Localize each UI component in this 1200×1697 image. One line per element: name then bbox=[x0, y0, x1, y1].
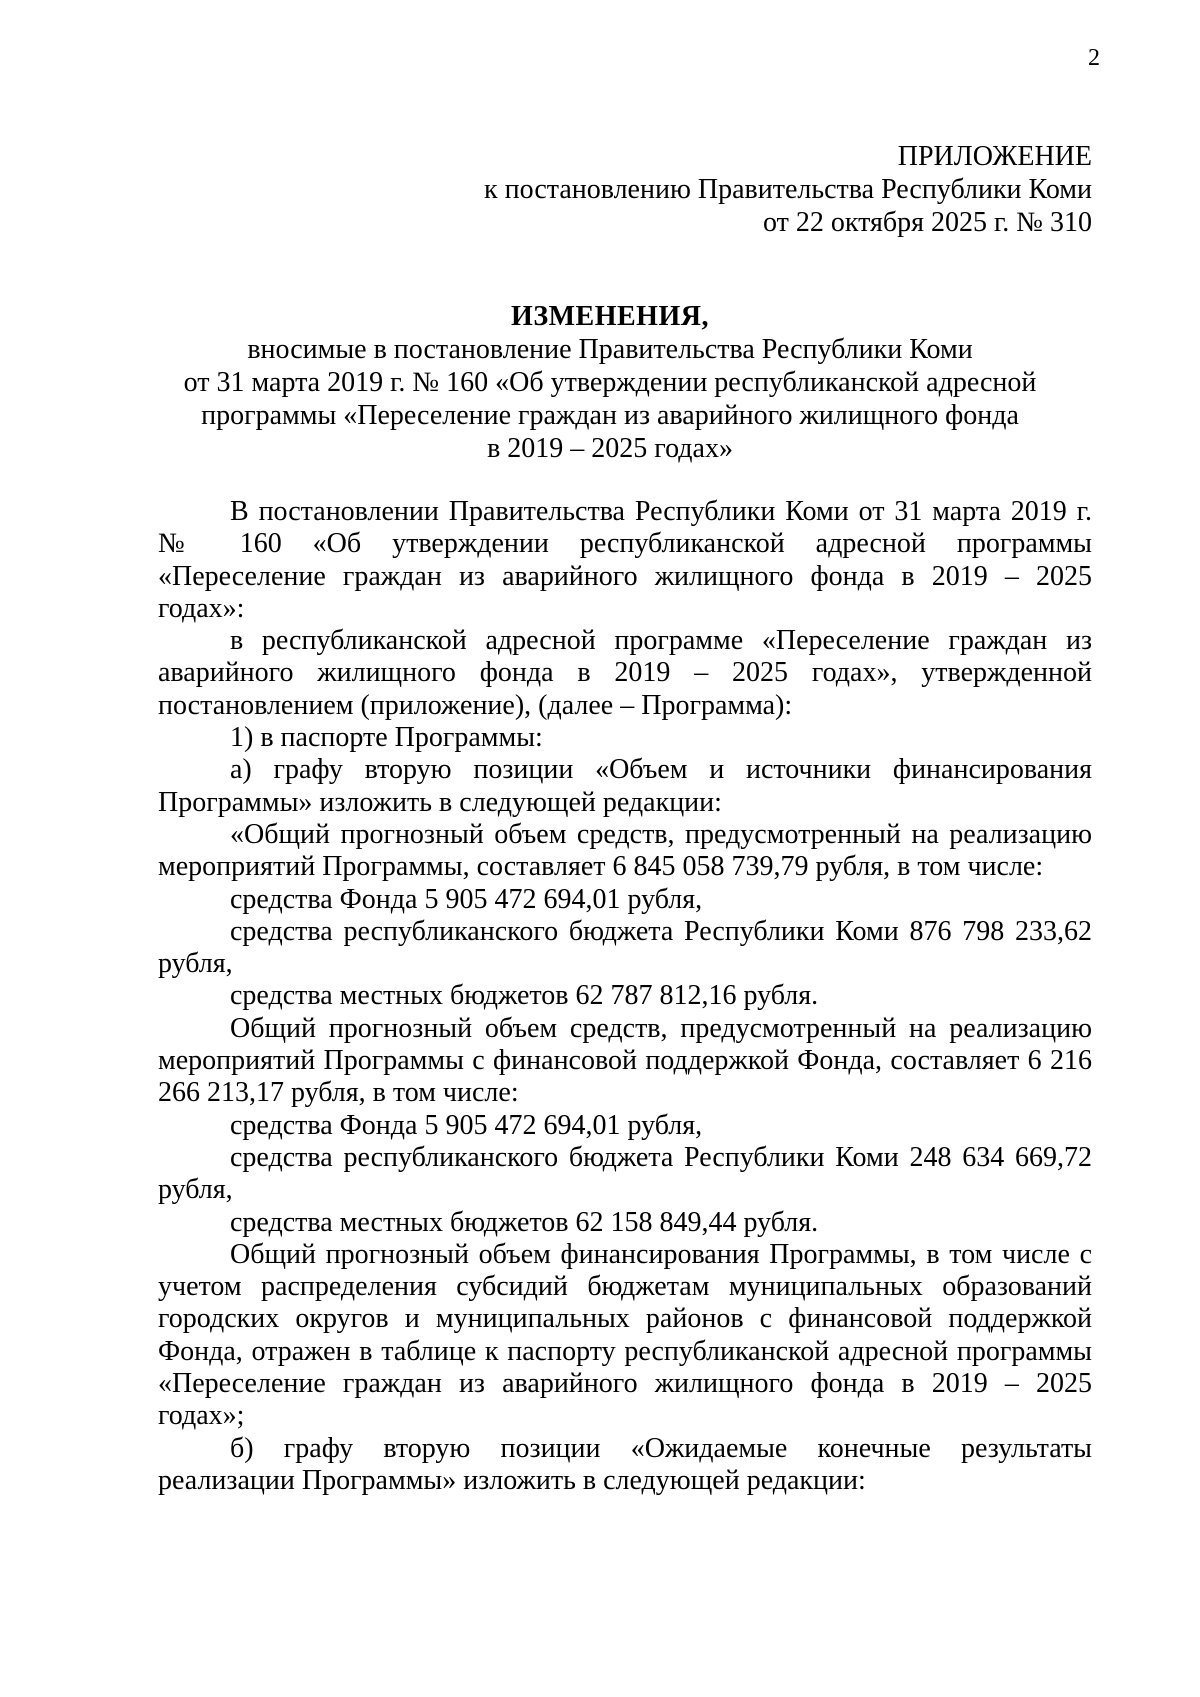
paragraph-2: в республиканской адресной программе «Переселение граждан из аварийного жилищного фонда в 2019 – 2025 годах», утвержденной постановлением (приложение), (далее – Программа): bbox=[158, 625, 1092, 721]
appendix-line-1: к постановлению Правительства Республики Коми bbox=[484, 174, 1092, 205]
paragraph-10: средства Фонда 5 905 472 694,01 рубля, bbox=[230, 1109, 703, 1141]
title-line-3: программы «Переселение граждан из аварийного жилищного фонда bbox=[201, 400, 1019, 431]
paragraph-12: средства местных бюджетов 62 158 849,44 рубля. bbox=[230, 1206, 819, 1238]
paragraph-8: средства местных бюджетов 62 787 812,16 рубля. bbox=[230, 980, 819, 1012]
paragraph-4: а) графу вторую позиции «Объем и источники финансирования Программы» изложить в следующей редакции: bbox=[158, 754, 1092, 818]
paragraph-3: 1) в паспорте Программы: bbox=[230, 722, 543, 754]
document-title: ИЗМЕНЕНИЯ, bbox=[511, 301, 709, 332]
paragraph-1: В постановлении Правительства Республики Коми от 31 марта 2019 г. № 160 «Об утверждении республиканской адресной программы «Переселение граждан из аварийного жилищного фонда в 2019 – 2025 годах»: bbox=[158, 496, 1092, 624]
document-body bbox=[158, 496, 1092, 1497]
appendix-label: ПРИЛОЖЕНИЕ bbox=[897, 141, 1092, 172]
paragraph-6: средства Фонда 5 905 472 694,01 рубля, bbox=[230, 883, 703, 915]
title-line-2: от 31 марта 2019 г. № 160 «Об утверждении республиканской адресной bbox=[183, 367, 1037, 398]
paragraph-11: средства республиканского бюджета Республики Коми 248 634 669,72 рубля, bbox=[158, 1141, 1092, 1206]
title-line-1: вносимые в постановление Правительства Республики Коми bbox=[247, 334, 973, 365]
paragraph-7: средства республиканского бюджета Республики Коми 876 798 233,62 рубля, bbox=[158, 915, 1092, 980]
appendix-header bbox=[392, 140, 1092, 239]
paragraph-13: Общий прогнозный объем финансирования Программы, в том числе с учетом распределения субсидий бюджетам муниципальных образований городских округов и муниципальных районов с финансовой поддержкой Фонда, отражен в таблице к паспорту республиканской адресной программы «Переселение граждан из аварийного жилищного фонда в 2019 – 2025 годах»; bbox=[158, 1238, 1092, 1432]
page-number: 2 bbox=[1088, 45, 1100, 71]
paragraph-9: Общий прогнозный объем средств, предусмотренный на реализацию мероприятий Программы с финансовой поддержкой Фонда, составляет 6 216 266 213,17 рубля, в том числе: bbox=[158, 1012, 1092, 1109]
title-line-4: в 2019 – 2025 годах» bbox=[487, 433, 733, 464]
paragraph-14: б) графу вторую позиции «Ожидаемые конечные результаты реализации Программы» изложить в следующей редакции: bbox=[158, 1432, 1092, 1496]
paragraph-5: «Общий прогнозный объем средств, предусмотренный на реализацию мероприятий Программы, составляет 6 845 058 739,79 рубля, в том числе: bbox=[158, 818, 1092, 883]
appendix-line-2: от 22 октября 2025 г. № 310 bbox=[762, 207, 1092, 238]
document-title-block bbox=[140, 300, 1080, 465]
